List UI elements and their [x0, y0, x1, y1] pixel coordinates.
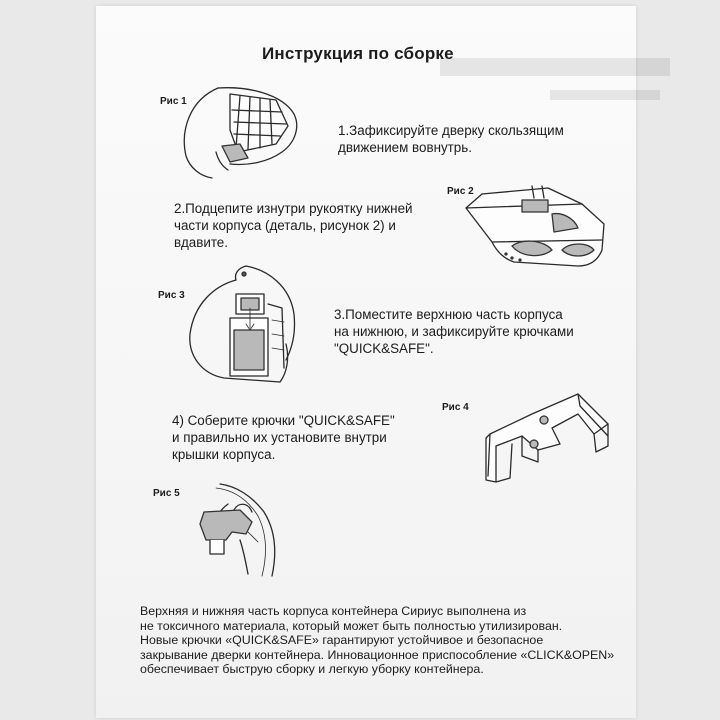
figure-label-1: Рис 1: [160, 96, 187, 107]
footer-text: Верхняя и нижняя часть корпуса контейнера Сириус выполнена из не токсичного материала, который может быть полностью утилизирован. Новые крючки «QUICK&SAFE» гарантируют устойчивое и безопасное закрывание дверки контейнера. Инновационное приспособление «CLICK&OPEN» обеспечивает быструю сборку и легкую уборку контейнера.: [140, 604, 615, 677]
step-3-text: 3.Поместите верхнюю часть корпуса на нижнюю, и зафиксируйте крючками "QUICK&SAFE".: [334, 307, 574, 356]
hook-install-illustration: [190, 482, 282, 580]
step-2-text: 2.Подцепите изнутри рукоятку нижней части корпуса (деталь, рисунок 2) и вдавите.: [174, 201, 413, 250]
figure-label-3: Рис 3: [158, 290, 185, 301]
figure-label-2: Рис 2: [447, 186, 474, 197]
figure-label-4: Рис 4: [442, 402, 469, 413]
step-1-text: 1.Зафиксируйте дверку скользящим движением вовнутрь.: [338, 123, 564, 155]
carrier-door-illustration: [178, 86, 304, 178]
carrier-top-illustration: [186, 264, 298, 388]
carrier-base-illustration: [462, 180, 608, 272]
hook-illustration: [482, 384, 612, 494]
figure-label-5: Рис 5: [153, 488, 180, 499]
page-title: Инструкция по сборке: [262, 44, 454, 63]
step-4-text: 4) Соберите крючки "QUICK&SAFE" и правильно их установите внутри крышки корпуса.: [172, 413, 395, 462]
